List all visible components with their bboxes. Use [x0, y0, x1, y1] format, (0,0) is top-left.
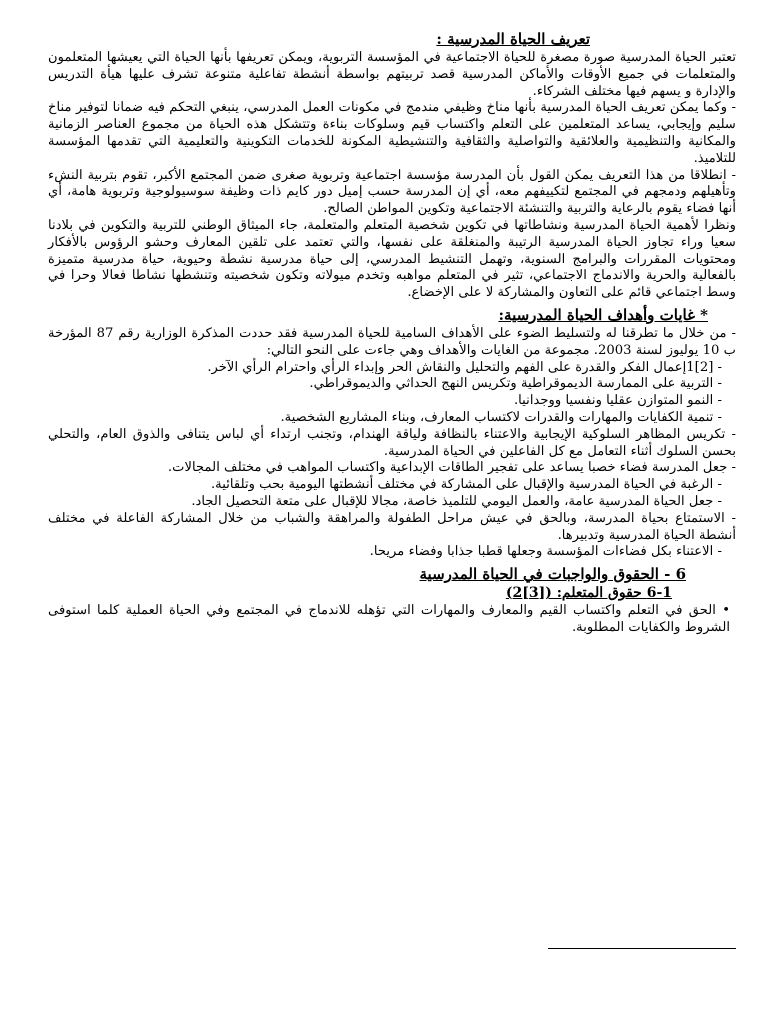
list-item: - الرغبة في الحياة المدرسية والإقبال على المشاركة في مختلف أنشطتها اليومية بحب وتلقائية. — [210, 477, 722, 493]
list-item: - النمو المتوازن عقليا ونفسيا ووجدانيا. — [513, 393, 722, 409]
heading-learner-rights: 6-1 حقوق المتعلم: ([3]2) — [505, 585, 672, 602]
list-item: - [2]1إعمال الفكر والقدرة على الفهم والتحليل والنقاش الحر وإبداء الرأي واحترام الرأي الآخر. — [207, 359, 722, 375]
list-item: - تكريس المظاهر السلوكية الإيجابية والاعتناء بالنظافة ولياقة الهندام، وتجنب ارتداء أي لباس يتنافى والذوق العام، والتحلي بحسن السلوك أثناء التعامل مع كل الفاعلين في الحياة المدرسية. — [48, 426, 736, 459]
list-item: - الاعتناء بكل فضاءات المؤسسة وجعلها قطبا جذابا وفضاء مريحا. — [369, 544, 722, 560]
heading-rights-duties: 6 - الحقوق والواجبات في الحياة المدرسية — [419, 565, 686, 584]
paragraph-4: ونظرا لأهمية الحياة المدرسية ونشاطاتها في تكوين شخصية المتعلم والمتعلمة، جاء الميثاق الوطني للتربية والتكوين في بلادنا سعيا وراء تجاوز الحياة المدرسية الرتيبة والمنغلقة على نفسها، والتي تعتمد على تلقين المعارف وحشو الرؤوس بالأفكار ومحتويات المقررات والبرامج السنوية، وتهمل التنشيط المدرسي، إلى حياة مدرسية نشطة وحيوية، حياة مدرسية متميزة بالفعالية والحرية والاندماج الاجتماعي، تثير في المتعلم مواهبه وتخدم ميولاته وتكون شخصيته وتنشطها نشاطا فعالا وحرا في وسط اجتماعي قائم على التعاون والمشاركة لا على الإخضاع. — [48, 217, 736, 301]
list-item: - التربية على الممارسة الديموقراطية وتكريس النهج الحداثي والديموقراطي. — [309, 376, 722, 392]
paragraph-5: - من خلال ما تطرقنا له ولتسليط الضوء على الأهداف السامية للحياة المدرسية فقد حددت المذكرة الوزارية رقم 87 المؤرخة ب 10 يوليوز لسنة 2003. مجموعة من الغايات والأهداف وهي جاءت على النحو التالي: — [48, 325, 736, 358]
list-item: - جعل الحياة المدرسية عامة، والعمل اليومي للتلميذ خاصة، مجالا للإقبال على متعة التحصيل الجاد. — [191, 493, 722, 509]
paragraph-2: - وكما يمكن تعريف الحياة المدرسية بأنها مناخ وظيفي مندمج في مكونات العمل المدرسي، ينبغي التحكم فيه ضمانا لتوفير مناخ سليم وإيجابي، يساعد المتعلمين على التعلم واكتساب قيم وسلوكات بناءة وتتشكل هذه الحياة من مجموع العناصر الزمانية والمكانية والتنظيمية والعلائقية والتواصلية والثقافية والتنشيطية المكونة للخدمات التكوينية والتعليمية التي تقدمها المؤسسة للتلاميذ. — [48, 100, 736, 166]
document-body — [48, 30, 736, 637]
bullet-mark: • — [722, 603, 730, 619]
paragraph-6 — [48, 603, 736, 637]
list-item: - الاستمتاع بحياة المدرسة، وبالحق في عيش مراحل الطفولة والمراهقة والشباب من خلال المشاركة الفاعلة في مختلف أنشطة الحياة المدرسية وتدبيرها. — [48, 510, 736, 543]
paragraph-6-text: الحق في التعلم واكتساب القيم والمعارف والمهارات التي تؤهله للاندماج في المجتمع وفي الحياة العملية كلما استوفى الشروط والكفايات المطلوبة. — [48, 603, 730, 635]
footnote-separator — [548, 948, 736, 949]
heading-goals: * غايات وأهداف الحياة المدرسية: — [498, 305, 708, 324]
list-item: - جعل المدرسة فضاء خصبا يساعد على تفجير الطاقات الإبداعية واكتساب المواهب في مختلف المجالات. — [167, 460, 736, 476]
paragraph-3: - انطلاقا من هذا التعريف يمكن القول بأن المدرسة مؤسسة اجتماعية وتربوية صغرى ضمن المجتمع الأكبر، تقوم بتربية النشء وتأهيلهم ودمجهم في المجتمع لتكييفهم معه، أي إن المدرسة حسب إميل دور كايم ذات وظيفة سوسيولوجية وتربوية هامة، أي أنها فضاء يقوم بالرعاية والتربية والتنشئة الاجتماعية وتكوين المواطن الصالح. — [48, 167, 736, 217]
paragraph-1: تعتبر الحياة المدرسية صورة مصغرة للحياة الاجتماعية في المؤسسة التربوية، ويمكن تعريفها بأنها الحياة التي يعيشها المتعلمون والمتعلمات في جميع الأوقات والأماكن المدرسية قصد تربيتهم بواسطة أنشطة تفاعلية متنوعة تشرف عليها هيأة التدريس والإدارة و يسهم فيها مختلف الشركاء. — [48, 50, 736, 99]
heading-definition: تعريف الحياة المدرسية : — [436, 30, 590, 48]
list-item: - تنمية الكفايات والمهارات والقدرات لاكتساب المعارف، وبناء المشاريع الشخصية. — [280, 409, 722, 425]
